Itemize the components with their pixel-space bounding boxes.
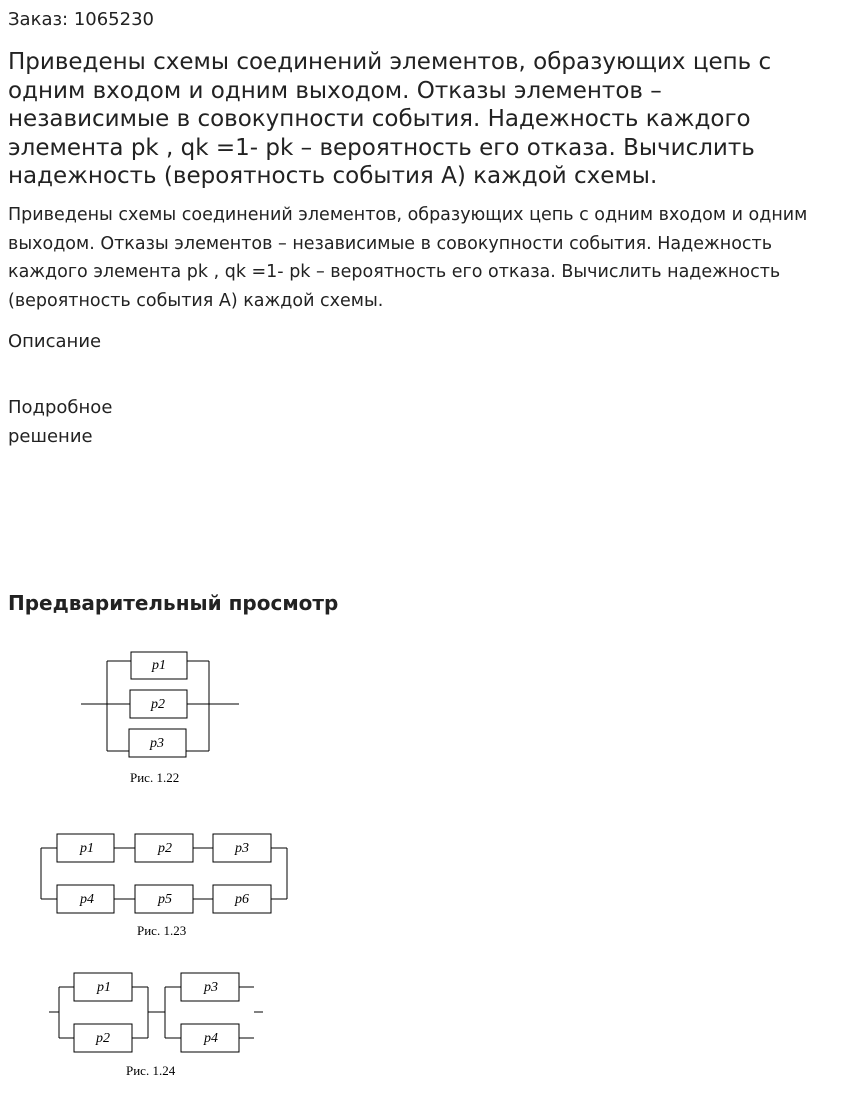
element-label: p1 bbox=[152, 658, 166, 673]
preview-heading: Предварительный просмотр bbox=[8, 591, 339, 615]
figure-caption: Рис. 1.24 bbox=[126, 1063, 176, 1078]
element-label: p4 bbox=[204, 1031, 218, 1046]
element-label: p3 bbox=[150, 736, 164, 751]
element-label: p1 bbox=[80, 841, 94, 856]
figure-1-23-labels bbox=[79, 841, 249, 938]
element-label: p2 bbox=[96, 1031, 110, 1046]
solution-label: Подробное решение bbox=[8, 397, 113, 447]
description-label: Описание bbox=[8, 331, 102, 352]
element-label: p2 bbox=[158, 841, 172, 856]
figure-1-22-labels bbox=[130, 658, 179, 785]
page-title: Приведены схемы соединений элементов, образующих цепь с одним входом и одним выходом. Отказы элементов – независимые в совокупности события. Надежность каждого элемента pk , qk =1- pk – вероятность его отказа. Вычислить надежность (вероятность события А) каждой схемы. bbox=[8, 49, 772, 189]
figure-caption: Рис. 1.22 bbox=[130, 770, 180, 785]
element-label: p4 bbox=[80, 892, 94, 907]
figure-caption: Рис. 1.23 bbox=[137, 923, 187, 938]
element-label: p3 bbox=[235, 841, 249, 856]
element-label: p1 bbox=[97, 980, 111, 995]
order-number: Заказ: 1065230 bbox=[8, 9, 154, 30]
element-label: p6 bbox=[235, 892, 249, 907]
figure-1-24-labels bbox=[95, 980, 218, 1078]
figure-1-24-circuit bbox=[49, 973, 263, 1052]
element-label: p5 bbox=[158, 892, 172, 907]
element-label: p2 bbox=[151, 697, 165, 712]
element-label: p3 bbox=[204, 980, 218, 995]
task-description: Приведены схемы соединений элементов, образующих цепь с одним входом и одним выходом. Отказы элементов – независимые в совокупности события. Надежность каждого элемента pk , qk =1- pk – вероятность его отказа. Вычислить надежность (вероятность события А) каждой схемы. bbox=[8, 205, 808, 311]
